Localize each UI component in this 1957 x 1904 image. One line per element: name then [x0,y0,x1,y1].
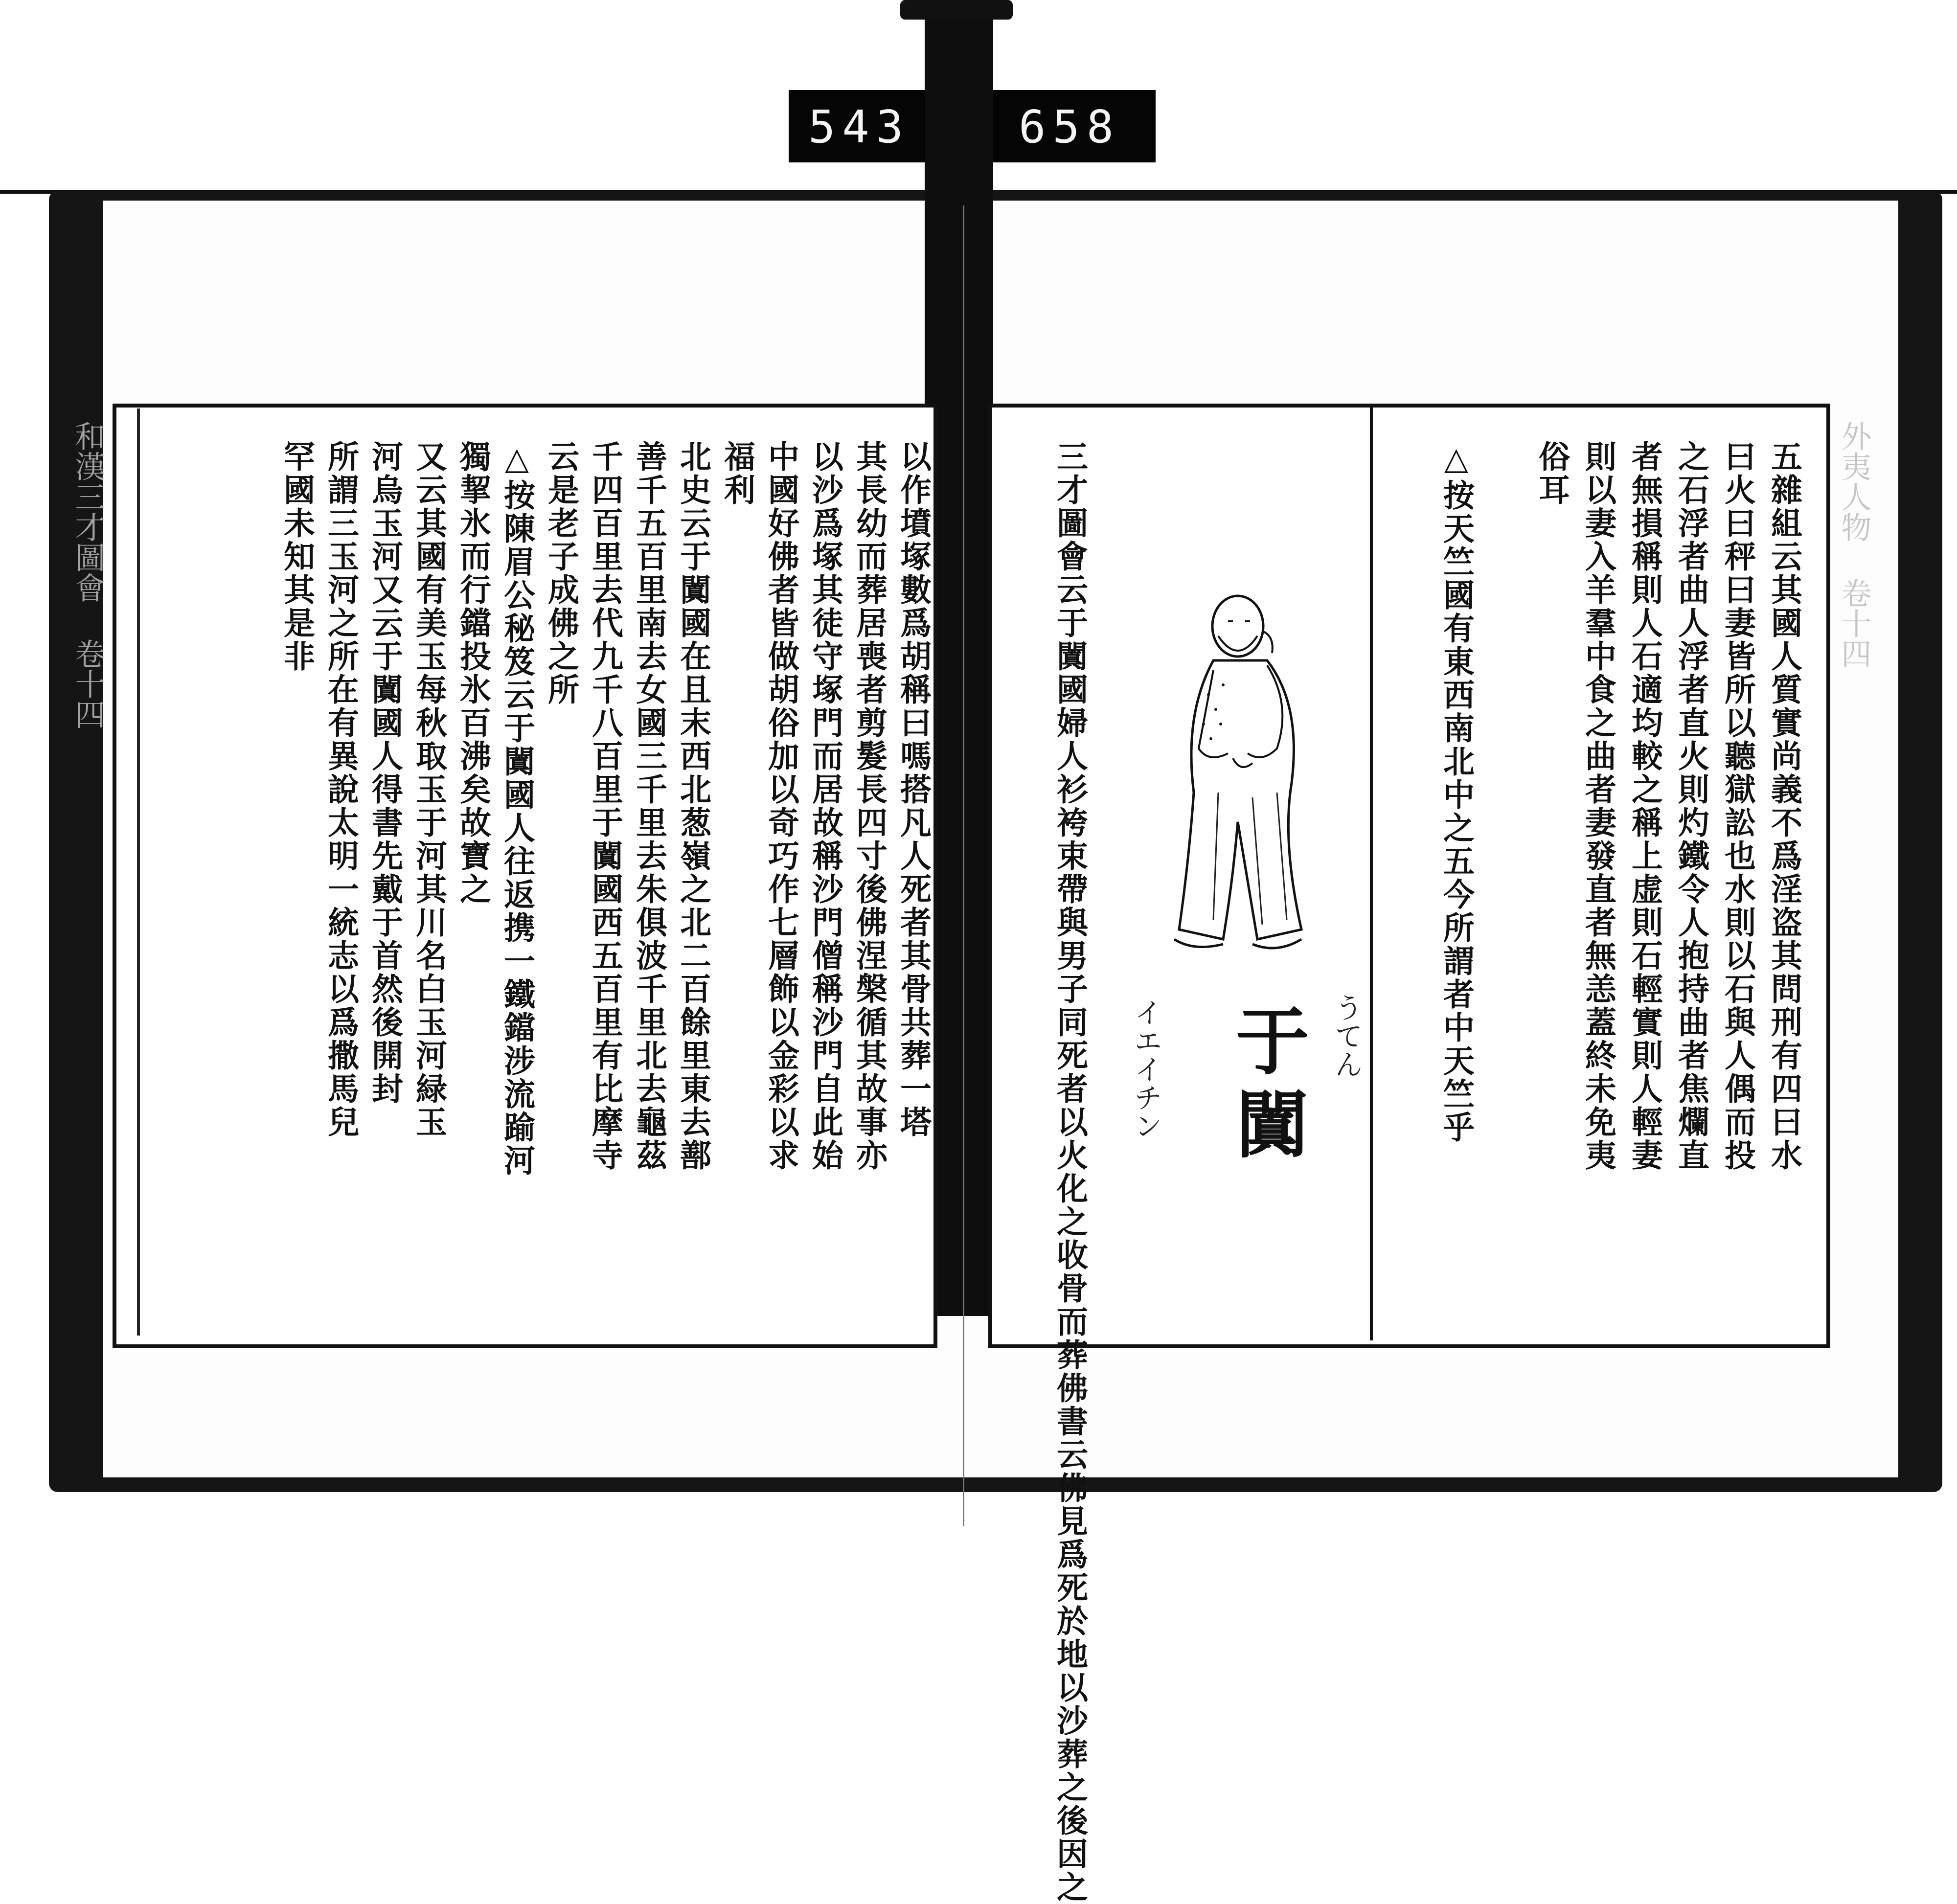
catalog-number-left: 543 [808,101,910,153]
right-margin-title: 外夷人物 卷十四 [1836,421,1872,669]
left-inner-rule [137,408,140,1336]
left-margin-title: 和漢三才圖會 卷十四 [70,421,106,729]
right-column-7: △按天竺國有東西南北中之五今所謂者中天竺乎 [1438,440,1475,1144]
right-column-3: 之石浮者曲人浮者直火則灼鐵令人抱持曲者焦爛直 [1673,440,1709,1172]
left-column-7: 善千五百里南去女國三千里去朱俱波千里北去龜茲 [631,440,667,1172]
left-column-3: 以沙爲塚其徒守塚門而居故稱沙門僧稱沙門自此始 [807,440,843,1172]
left-column-4: 中國好佛者皆做胡俗加以奇巧作七層飾以金彩以求 [763,440,799,1172]
right-column-4: 者無損稱則人石適均較之稱上虚則石輕實則人輕妻 [1626,440,1663,1172]
left-column-13: 河烏玉河又云于闐國人得書先戴于首然後開封 [366,440,403,1106]
right-column-6: 俗耳 [1533,440,1570,507]
right-page-center-column: 三才圖會云于闐國婦人衫袴束帶與男子同死者以火化之收骨而葬佛書云佛見爲死於地以沙葬之後因之 [1051,440,1088,1904]
right-column-1: 五雜組云其國人質實尚義不爲淫盗其問刑有四曰水 [1766,440,1802,1172]
left-column-14: 所謂三玉河之所在有異說太明一統志以爲撒馬兒 [322,440,359,1139]
gutter-fold [963,205,964,1526]
left-column-8: 千四百里去代九千八百里于闐國西五百里有比摩寺 [587,440,623,1172]
country-title: 于闐 [1223,1003,1309,1169]
left-column-1: 以作墳塚數爲胡稱曰嗎搭凡人死者其骨共葬一塔 [895,440,932,1139]
right-column-2: 曰火曰秤曰妻皆所以聽獄訟也水則以石與人偶而投 [1719,440,1756,1172]
left-column-10: △按陳眉公秘笈云于闐國人往返携一鐵鐺涉流踰河 [499,440,535,1178]
spine-clip [900,0,1013,20]
left-column-5: 福利 [719,440,755,507]
right-column-5: 則以妻入羊羣中食之曲者妻發直者無恙蓋終未免夷 [1580,440,1616,1172]
left-column-12: 又云其國有美玉每秋取玉于河其川名白玉河緑玉 [410,440,447,1139]
title-reading-katakana: イエイチン [1129,998,1162,1140]
khotan-person-figure [1155,587,1316,959]
left-column-11: 獨挈氷而行鐺投氷百沸矣故寶之 [455,440,491,906]
left-column-15: 罕國未知其是非 [278,440,315,673]
title-reading-kana: うてん [1330,993,1363,1078]
catalog-number-right: 658 [1019,101,1121,153]
left-column-9: 云是老子成佛之所 [543,440,579,706]
left-column-2: 其長幼而葬居喪者剪髮長四寸後佛涅槃循其故事亦 [851,440,887,1172]
left-column-6: 北史云于闐國在且末西北葱嶺之北二百餘里東去鄯 [675,440,711,1172]
